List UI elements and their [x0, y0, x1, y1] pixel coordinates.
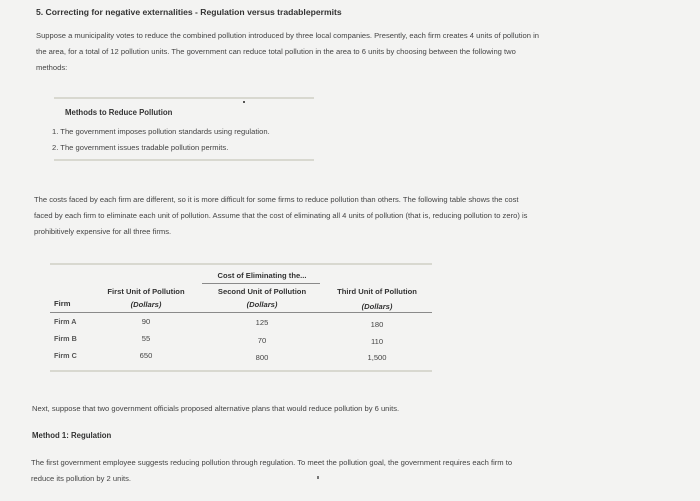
- cell-c-third: 1,500: [367, 353, 387, 362]
- intro-line-1: Suppose a municipality votes to reduce the combined pollution introduced by three local companies. Presently, each firm creates 4 units of pollution in: [36, 31, 540, 40]
- methods-title: Methods to Reduce Pollution: [65, 108, 173, 117]
- method1-line-2: reduce its pollution by 2 units.: [31, 474, 132, 483]
- col-unit-second: (Dollars): [246, 300, 278, 309]
- row-label-firm-b: Firm B: [54, 334, 77, 343]
- cell-b-first: 55: [141, 334, 151, 343]
- costs-line-1: The costs faced by each firm are different, so it is more difficult for some firms to reduce pollution than others. The following table shows the cost: [34, 195, 519, 204]
- method1-paragraph: [31, 455, 651, 487]
- cell-a-first: 90: [141, 317, 151, 326]
- next-paragraph: Next, suppose that two government officials proposed alternative plans that would reduce pollution by 6 units.: [32, 404, 400, 413]
- methods-item-2: 2. The government issues tradable pollution permits.: [52, 143, 229, 152]
- method1-line-1: The first government employee suggests reducing pollution through regulation. To meet the pollution goal, the government requires each firm to: [31, 458, 513, 467]
- group-header-underline: [202, 283, 320, 284]
- table-top-rule: [50, 263, 432, 265]
- col-unit-third: (Dollars): [361, 302, 393, 311]
- row-label-firm-a: Firm A: [54, 317, 77, 326]
- costs-line-2: faced by each firm to eliminate each unit of pollution. Assume that the cost of eliminating all 4 units of pollution (that is, reducing pollution to zero) is: [34, 211, 528, 220]
- cell-b-third: 110: [370, 337, 384, 346]
- cell-c-second: 800: [255, 353, 269, 362]
- col-header-first: First Unit of Pollution: [107, 287, 185, 296]
- intro-line-2: the area, for a total of 12 pollution units. The government can reduce total pollution in the area to 6 units by choosing between the following two: [36, 47, 516, 56]
- row-label-firm-c: Firm C: [54, 351, 77, 360]
- col-header-second: Second Unit of Pollution: [217, 287, 307, 296]
- cell-a-third: 180: [370, 320, 384, 329]
- header-rule: [50, 312, 432, 313]
- intro-line-3: methods:: [36, 63, 68, 72]
- cell-a-second: 125: [255, 318, 269, 327]
- costs-line-3: prohibitively expensive for all three firms.: [34, 227, 172, 236]
- intro-paragraph: [36, 28, 651, 76]
- costs-paragraph: [34, 192, 654, 240]
- methods-item-1: 1. The government imposes pollution standards using regulation.: [52, 127, 270, 136]
- question-title: 5. Correcting for negative externalities - Regulation versus tradablepermits: [36, 7, 342, 17]
- col-unit-first: (Dollars): [130, 300, 162, 309]
- col-header-third: Third Unit of Pollution: [337, 287, 417, 296]
- method1-title: Method 1: Regulation: [32, 431, 112, 440]
- table-group-header: Cost of Eliminating the...: [217, 271, 307, 280]
- methods-list: [52, 124, 270, 156]
- methods-bottom-rule: [54, 159, 314, 161]
- table-bottom-rule: [50, 370, 432, 372]
- col-header-firm: Firm: [54, 299, 71, 308]
- cell-b-second: 70: [257, 336, 267, 345]
- cursor-mark: [317, 476, 319, 479]
- dot-marker: [243, 101, 245, 103]
- methods-top-rule: [54, 97, 314, 99]
- cell-c-first: 650: [139, 351, 153, 360]
